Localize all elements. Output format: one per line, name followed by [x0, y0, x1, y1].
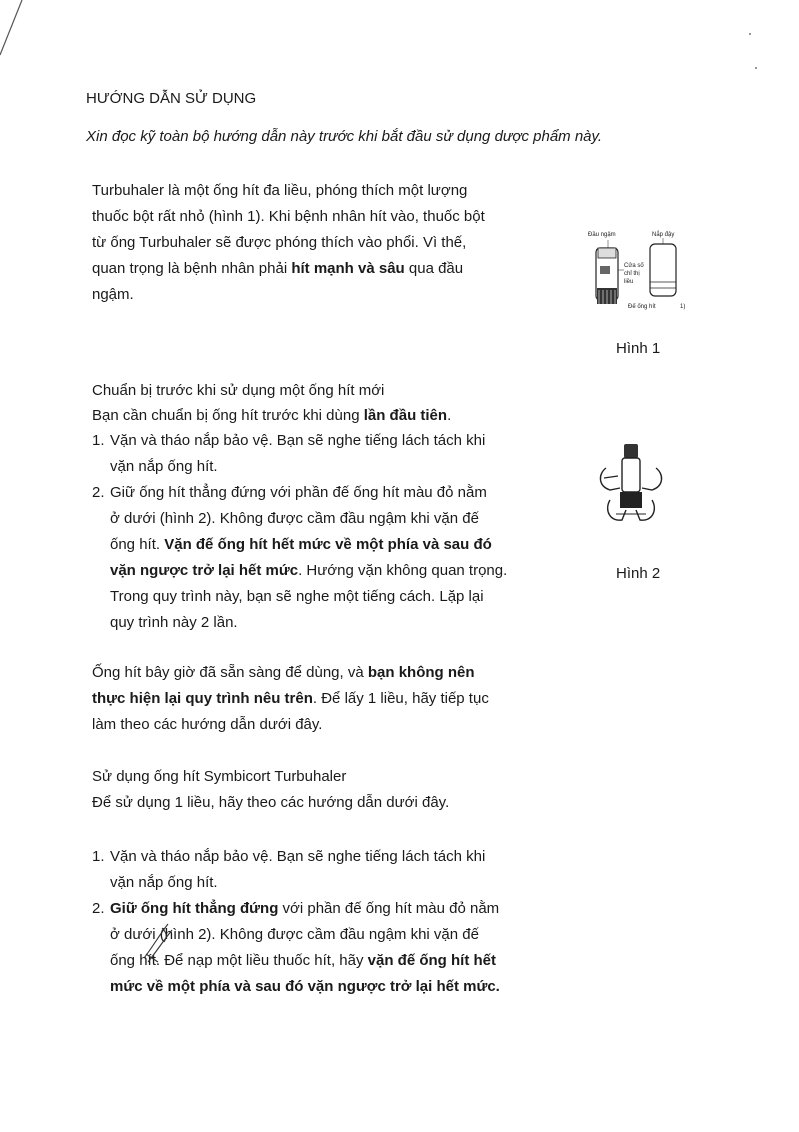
page-heading: HƯỚNG DẪN SỬ DỤNG	[86, 90, 257, 107]
bold-emphasis: Giữ ống hít thẳng đứng	[110, 900, 279, 917]
step-number: 1.	[92, 432, 105, 449]
bold-emphasis: bạn không nên	[367, 664, 475, 681]
intro-paragraph	[92, 178, 512, 308]
list-item: 1. Vặn và tháo nắp bảo vệ. Bạn sẽ nghe tiếng lách tách khi vặn nắp ống hít.	[92, 428, 512, 480]
label-cap: Nắp đậy	[652, 232, 675, 238]
list-item: 2. Giữ ống hít thẳng đứng với phần đế ống hít màu đỏ nằm ở dưới (hình 2). Không được cầm đầu ngậm khi vặn đế ống hít. Để nạp một liều thuốc hít, hãy vặn đế ống hít hết mức về một phía và sau đó vặn ngược trở lại hết mức.	[92, 896, 512, 1000]
list-item: 2. Giữ ống hít thẳng đứng với phần đế ống hít màu đỏ nằm ở dưới (hình 2). Không được cầm đầu ngậm khi vặn đế ống hít. Vặn đế ống hít hết mức về một phía và sau đó vặn ngược trở lại hết mức. Hướng vặn không quan trọng. Trong quy trình này, bạn sẽ nghe một tiếng cách. Lặp lại quy trình này 2 lần.	[92, 480, 512, 636]
step-number: 2.	[92, 484, 105, 501]
para-line: Turbuhaler là một ống hít đa liều, phóng thích một lượng	[92, 182, 468, 199]
para-line: quan trọng là bệnh nhân phải hít mạnh và sâu qua đầu	[92, 260, 464, 277]
bold-emphasis: thực hiện lại quy trình nêu trên	[92, 690, 313, 707]
label-base: Đế ống hít	[628, 304, 656, 310]
step-number: 2.	[92, 900, 105, 917]
label-window: chỉ thị	[624, 271, 640, 277]
section-2-lead: Để sử dụng 1 liều, hãy theo các hướng dẫn dưới đây.	[92, 794, 450, 811]
intro-note: Xin đọc kỹ toàn bộ hướng dẫn này trước khi bắt đầu sử dụng dược phẩm này.	[86, 128, 603, 145]
bold-emphasis: lần đầu tiên	[363, 407, 448, 424]
para-line: ngậm.	[92, 286, 134, 303]
hands-twisting-inhaler-icon	[596, 440, 666, 530]
para-line: từ ống Turbuhaler sẽ được phóng thích vào phổi. Vì thế,	[92, 234, 467, 251]
figure-1-turbuhaler	[588, 230, 698, 320]
section-1-title: Chuẩn bị trước khi sử dụng một ống hít mới	[92, 382, 385, 399]
bold-emphasis: mức về một phía và sau đó vặn ngược trở lại hết mức.	[110, 978, 500, 995]
step-number: 1.	[92, 848, 105, 865]
label-window: Cửa số	[624, 263, 644, 269]
bold-emphasis: vặn ngược trở lại hết mức	[110, 562, 299, 579]
label-figure-number: 1)	[680, 304, 686, 310]
para-line: thuốc bột rất nhỏ (hình 1). Khi bệnh nhân hít vào, thuốc bột	[92, 208, 485, 225]
scan-specks	[740, 28, 770, 78]
list-item: 1. Vặn và tháo nắp bảo vệ. Bạn sẽ nghe tiếng lách tách khi vặn nắp ống hít.	[92, 844, 512, 896]
label-mouthpiece: Đầu ngậm	[588, 232, 616, 238]
scan-corner-mark	[0, 0, 30, 60]
figure-1-caption: Hình 1	[616, 340, 661, 357]
section-2-title: Sử dụng ống hít Symbicort Turbuhaler	[92, 768, 347, 785]
bold-emphasis: hít mạnh và sâu	[291, 260, 405, 277]
figure-2-caption: Hình 2	[616, 565, 661, 582]
section-1-steps	[92, 428, 512, 636]
handwritten-scribble-mark	[138, 918, 178, 968]
bold-emphasis: vặn đế ống hít hết	[367, 952, 497, 969]
section-1-lead: Bạn cần chuẩn bị ống hít trước khi dùng lần đầu tiên.	[92, 407, 452, 424]
bold-emphasis: Vặn đế ống hít hết mức về một phía và sau đó	[164, 536, 492, 553]
figure-2-hands-twisting	[596, 440, 666, 530]
ready-paragraph: Ống hít bây giờ đã sẵn sàng để dùng, và bạn không nên thực hiện lại quy trình nêu trên. Để lấy 1 liều, hãy tiếp tục làm theo các hướng dẫn dưới đây.	[92, 664, 489, 733]
label-window: liều	[624, 279, 634, 285]
